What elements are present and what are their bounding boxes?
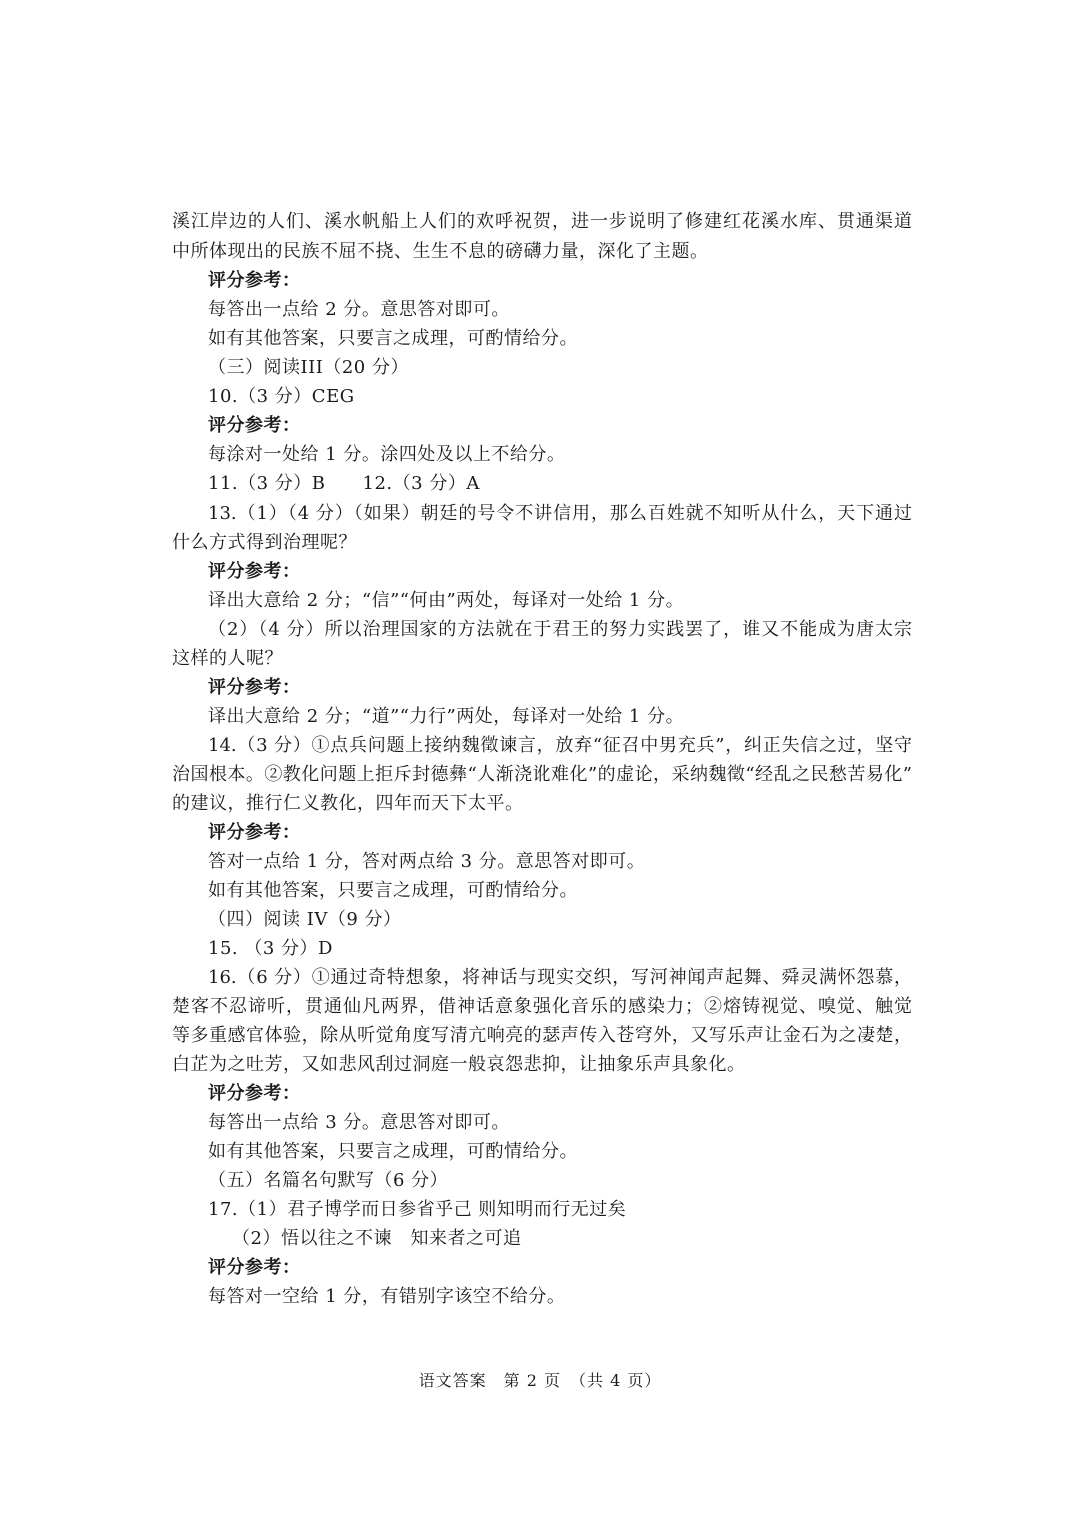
text-line: 如有其他答案，只要言之成理，可酌情给分。	[208, 880, 578, 901]
section-heading: （四）阅读 IV（9 分）	[208, 909, 402, 930]
text-line: 译出大意给 2 分；“道”“力行”两处，每译对一处给 1 分。	[208, 706, 685, 727]
text-line: 楚客不忍谛听，贯通仙凡两界，借神话意象强化音乐的感染力；②熔铸视觉、嗅觉、触觉	[172, 996, 912, 1017]
text-line: 什么方式得到治理呢？	[172, 532, 357, 553]
scoring-heading: 评分参考：	[208, 1257, 301, 1278]
question-answer: 16.（6 分）①通过奇特想象，将神话与现实交织，写河神闻声起舞、舜灵满怀怨慕，	[208, 967, 912, 988]
question-answer: 13.（1）（4 分）（如果）朝廷的号令不讲信用，那么百姓就不知听从什么，天下通过	[208, 503, 912, 524]
text-line: 这样的人呢？	[172, 648, 283, 669]
text-line: 溪江岸边的人们、溪水帆船上人们的欢呼祝贺，进一步说明了修建红花溪水库、贯通渠道	[172, 211, 912, 232]
scoring-heading: 评分参考：	[208, 561, 301, 582]
scoring-heading: 评分参考：	[208, 270, 301, 291]
scoring-heading: 评分参考：	[208, 677, 301, 698]
text-line: 译出大意给 2 分；“信”“何由”两处，每译对一处给 1 分。	[208, 590, 685, 611]
text-line: 白芷为之吐芳，又如悲风刮过洞庭一般哀怨悲抑，让抽象乐声具象化。	[172, 1054, 746, 1075]
text-line: 每答出一点给 2 分。意思答对即可。	[208, 299, 510, 320]
text-line: 每答出一点给 3 分。意思答对即可。	[208, 1112, 510, 1133]
section-heading: （五）名篇名句默写（6 分）	[208, 1170, 449, 1191]
section-heading: （三）阅读III（20 分）	[208, 357, 409, 378]
question-answer: 11.（3 分）B 12.（3 分）A	[208, 473, 480, 494]
text-line: 中所体现出的民族不屈不挠、生生不息的磅礴力量，深化了主题。	[172, 241, 709, 262]
text-line: 治国根本。②教化问题上拒斥封德彝“人渐浇讹难化”的虚论，采纳魏徵“经乱之民愁苦易化”	[172, 764, 912, 785]
page-footer: 语文答案 第 2 页 （共 4 页）	[418, 1371, 662, 1390]
question-answer: 17.（1）君子博学而日参省乎己 则知明而行无过矣	[208, 1199, 627, 1220]
text-line: 如有其他答案，只要言之成理，可酌情给分。	[208, 1141, 578, 1162]
scoring-heading: 评分参考：	[208, 822, 301, 843]
text-line: 答对一点给 1 分，答对两点给 3 分。意思答对即可。	[208, 851, 646, 872]
scoring-heading: 评分参考：	[208, 415, 301, 436]
text-line: 如有其他答案，只要言之成理，可酌情给分。	[208, 328, 578, 349]
text-line: 每涂对一处给 1 分。涂四处及以上不给分。	[208, 444, 566, 465]
text-line: 的建议，推行仁义教化，四年而天下太平。	[172, 793, 524, 814]
text-line: 等多重感官体验，除从听觉角度写清亢响亮的瑟声传入苍穹外，又写乐声让金石为之凄楚，	[172, 1025, 912, 1046]
text-line: 每答对一空给 1 分，有错别字该空不给分。	[208, 1286, 566, 1307]
question-answer: 14.（3 分）①点兵问题上接纳魏徵谏言，放弃“征召中男充兵”，纠正失信之过，坚守	[208, 735, 912, 756]
question-answer: 15. （3 分）D	[208, 938, 333, 959]
question-answer: （2）（4 分）所以治理国家的方法就在于君王的努力实践罢了，谁又不能成为唐太宗	[208, 619, 912, 640]
question-answer: 10.（3 分）CEG	[208, 386, 355, 407]
question-answer: （2）悟以往之不谏 知来者之可追	[232, 1228, 522, 1249]
scoring-heading: 评分参考：	[208, 1083, 301, 1104]
